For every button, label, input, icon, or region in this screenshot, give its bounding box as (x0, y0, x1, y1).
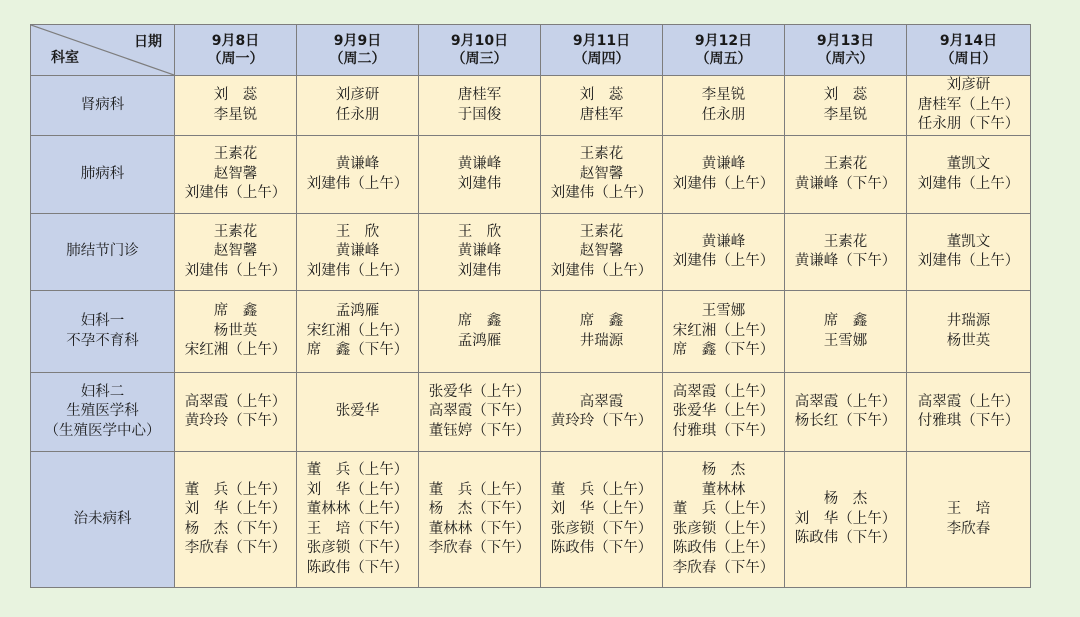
doctor-name: 黄谦峰 (335, 243, 380, 260)
doctor-name: 李欣春（下午） (428, 540, 531, 556)
schedule-cell (419, 291, 541, 373)
table-row (31, 291, 1031, 373)
doctor-name: 陈政伟（上午） (672, 540, 775, 556)
doctor-name: 井瑞源 (579, 332, 624, 349)
doctor-name: 席 鑫 (823, 313, 868, 329)
doctor-name: 杨世英 (213, 322, 258, 339)
doctor-name: 刘 蕊 (579, 87, 624, 103)
doctor-name: 董 兵（上午） (672, 501, 775, 517)
day-weekday: （周一） (207, 51, 264, 67)
schedule-cell (419, 452, 541, 588)
day-weekday: （周三） (451, 51, 508, 67)
doctor-name: 刘建伟（上午） (550, 185, 653, 202)
corner-dept-label: 科室 (51, 49, 79, 66)
doctor-name: 高翠霞（上午） (794, 393, 897, 410)
doctor-name: 刘建伟（上午） (550, 262, 653, 279)
doctor-name: 高翠霞（上午） (917, 393, 1020, 410)
doctor-name: 黄谦峰 (701, 233, 746, 250)
dept-cell (31, 452, 175, 588)
dept-cell (31, 373, 175, 452)
table-row (31, 214, 1031, 291)
day-weekday: （周二） (329, 51, 386, 67)
doctor-name: 李欣春（下午） (184, 540, 287, 556)
doctor-name: 刘建伟（上午） (306, 175, 409, 192)
doctor-name: 陈政伟（下午） (550, 540, 653, 556)
table-header (31, 25, 1031, 76)
schedule-cell (419, 76, 541, 136)
day-date: 9月9日 (333, 33, 382, 49)
doctor-name: 董林林 (701, 481, 746, 498)
dept-cell (31, 291, 175, 373)
doctor-name: 王雪娜 (701, 303, 746, 320)
day-header (907, 25, 1031, 76)
doctor-name: 席 鑫（下午） (306, 342, 409, 359)
dept-name: 妇科一 (80, 313, 125, 329)
day-date: 9月8日 (211, 33, 260, 49)
doctor-name: 王 欣 (335, 223, 380, 240)
day-date: 9月13日 (816, 33, 875, 49)
schedule-cell (175, 136, 297, 214)
doctor-name: 董 兵（上午） (306, 462, 409, 478)
doctor-name: 刘 华（上午） (306, 481, 409, 498)
doctor-name: 董林林（下午） (428, 520, 531, 537)
dept-name: 治未病科 (73, 510, 132, 527)
doctor-name: 黄玲玲（下午） (184, 413, 287, 429)
schedule-cell (297, 291, 419, 373)
schedule-cell (175, 373, 297, 452)
doctor-name: 张彦锁（上午） (672, 520, 775, 537)
doctor-name: 刘建伟 (457, 262, 502, 279)
doctor-name: 宋红湘（上午） (184, 342, 287, 359)
day-date: 9月14日 (939, 33, 998, 49)
doctor-name: 刘建伟（上午） (672, 253, 775, 269)
doctor-name: 王 欣 (457, 223, 502, 240)
day-header (663, 25, 785, 76)
doctor-name: 张爱华 (335, 403, 380, 420)
doctor-name: 刘 蕊 (823, 87, 868, 103)
doctor-name: 张爱华（上午） (672, 403, 775, 420)
schedule-cell (663, 373, 785, 452)
schedule-cell (907, 76, 1031, 136)
table-row (31, 373, 1031, 452)
schedule-cell (297, 214, 419, 291)
corner-date-label: 日期 (134, 34, 162, 50)
doctor-name: 黄谦峰（下午） (794, 175, 897, 192)
doctor-name: 王素花 (823, 156, 868, 172)
day-weekday: （周六） (817, 51, 874, 67)
schedule-cell (907, 214, 1031, 291)
doctor-name: 席 鑫（下午） (672, 342, 775, 359)
doctor-name: 刘建伟（上午） (306, 262, 409, 279)
schedule-cell (297, 76, 419, 136)
dept-cell (31, 214, 175, 291)
doctor-name: 赵智馨 (213, 243, 258, 260)
doctor-name: 赵智馨 (213, 165, 258, 182)
doctor-name: 王素花 (579, 146, 624, 163)
schedule-cell (419, 136, 541, 214)
doctor-name: 董凯文 (946, 233, 991, 250)
day-header (175, 25, 297, 76)
day-weekday: （周日） (940, 51, 997, 67)
doctor-name: 刘建伟（上午） (672, 175, 775, 192)
doctor-name: 刘 华（上午） (550, 501, 653, 517)
corner-cell (31, 25, 175, 76)
schedule-cell (907, 291, 1031, 373)
doctor-name: 董钰婷（下午） (428, 422, 531, 439)
schedule-cell (175, 214, 297, 291)
doctor-name: 井瑞源 (946, 313, 991, 329)
doctor-name: 刘建伟（上午） (917, 253, 1020, 269)
doctor-name: 李欣春 (946, 520, 991, 537)
schedule-cell (663, 214, 785, 291)
schedule-cell (785, 76, 907, 136)
doctor-name: 刘彦研 (946, 77, 991, 94)
doctor-name: 杨 杰 (701, 462, 746, 478)
day-header (541, 25, 663, 76)
doctor-name: 黄谦峰 (457, 156, 502, 172)
schedule-cell (541, 373, 663, 452)
table-row (31, 76, 1031, 136)
schedule-cell (297, 452, 419, 588)
day-header (419, 25, 541, 76)
schedule-cell (419, 373, 541, 452)
schedule-cell (541, 291, 663, 373)
doctor-name: 刘 华（上午） (794, 510, 897, 527)
doctor-name: 李星锐 (213, 106, 258, 123)
doctor-name: 席 鑫 (579, 313, 624, 329)
schedule-cell (175, 452, 297, 588)
doctor-name: 高翠霞（上午） (672, 383, 775, 400)
doctor-name: 刘建伟（上午） (917, 175, 1020, 192)
doctor-name: 董林林（上午） (306, 501, 409, 517)
day-header (785, 25, 907, 76)
doctor-name: 陈政伟（下午） (794, 530, 897, 547)
doctor-name: 王 培（下午） (306, 520, 409, 537)
schedule-cell (663, 136, 785, 214)
schedule-cell (541, 214, 663, 291)
schedule-cell (541, 76, 663, 136)
schedule-cell (785, 214, 907, 291)
schedule-cell (297, 373, 419, 452)
doctor-name: 宋红湘（上午） (306, 322, 409, 339)
doctor-name: 李星锐 (701, 87, 746, 103)
doctor-name: 王 培 (946, 501, 991, 517)
doctor-name: 陈政伟（下午） (306, 559, 409, 576)
dept-name: 肾病科 (80, 96, 125, 113)
doctor-name: 任永朋 (335, 106, 380, 123)
doctor-name: 唐桂军 (457, 87, 502, 103)
dept-name: 妇科二 (80, 383, 125, 400)
doctor-name: 刘建伟（上午） (184, 185, 287, 202)
dept-name: 生殖医学科 (66, 403, 139, 420)
schedule-table (30, 24, 1031, 588)
doctor-name: 刘建伟 (457, 175, 502, 192)
doctor-name: 席 鑫 (457, 313, 502, 329)
doctor-name: 于国俊 (457, 106, 502, 123)
doctor-name: 张爱华（上午） (428, 383, 531, 400)
doctor-name: 黄谦峰 (701, 156, 746, 172)
doctor-name: 董凯文 (946, 156, 991, 172)
doctor-name: 杨 杰（下午） (428, 501, 531, 517)
table-body (31, 76, 1031, 588)
doctor-name: 高翠霞（下午） (428, 403, 531, 420)
doctor-name: 杨 杰（下午） (184, 520, 287, 537)
dept-name: 不孕不育科 (66, 332, 139, 349)
doctor-name: 黄谦峰 (335, 156, 380, 172)
doctor-name: 刘建伟（上午） (184, 262, 287, 279)
day-date: 9月11日 (572, 33, 631, 49)
doctor-name: 张彦锁（下午） (306, 540, 409, 556)
doctor-name: 李欣春（下午） (672, 559, 775, 576)
doctor-name: 董 兵（上午） (428, 481, 531, 498)
header-row (31, 25, 1031, 76)
doctor-name: 王素花 (579, 223, 624, 240)
schedule-cell (785, 373, 907, 452)
day-date: 9月12日 (694, 33, 753, 49)
doctor-name: 孟鸿雁 (457, 332, 502, 349)
table-row (31, 452, 1031, 588)
schedule-cell (785, 452, 907, 588)
doctor-name: 刘彦研 (335, 87, 380, 103)
doctor-name: 杨长红（下午） (794, 413, 897, 429)
doctor-name: 刘 华（上午） (184, 501, 287, 517)
doctor-name: 任永朋 (701, 106, 746, 123)
doctor-name: 孟鸿雁 (335, 303, 380, 320)
schedule-cell (907, 452, 1031, 588)
doctor-name: 唐桂军（上午） (917, 96, 1020, 113)
doctor-name: 赵智馨 (579, 165, 624, 182)
dept-name: （生殖医学中心） (44, 422, 161, 439)
doctor-name: 任永朋（下午） (917, 116, 1020, 133)
doctor-name: 董 兵（上午） (184, 481, 287, 498)
dept-cell (31, 76, 175, 136)
doctor-name: 付雅琪（下午） (917, 413, 1020, 429)
schedule-cell (541, 136, 663, 214)
doctor-name: 张彦锁（下午） (550, 520, 653, 537)
doctor-name: 王素花 (823, 233, 868, 250)
doctor-name: 宋红湘（上午） (672, 322, 775, 339)
schedule-cell (297, 136, 419, 214)
schedule-cell (663, 76, 785, 136)
doctor-name: 付雅琪（下午） (672, 422, 775, 439)
day-header (297, 25, 419, 76)
doctor-name: 刘 蕊 (213, 87, 258, 103)
schedule-cell (419, 214, 541, 291)
schedule-cell (175, 291, 297, 373)
dept-cell (31, 136, 175, 214)
doctor-name: 席 鑫 (213, 303, 258, 320)
doctor-name: 高翠霞（上午） (184, 393, 287, 410)
schedule-cell (663, 291, 785, 373)
doctor-name: 王雪娜 (823, 332, 868, 349)
doctor-name: 董 兵（上午） (550, 481, 653, 498)
schedule-cell (907, 136, 1031, 214)
doctor-name: 王素花 (213, 223, 258, 240)
schedule-cell (907, 373, 1031, 452)
doctor-name: 王素花 (213, 146, 258, 163)
doctor-name: 杨 杰 (823, 491, 868, 508)
schedule-cell (785, 291, 907, 373)
schedule-cell (541, 452, 663, 588)
schedule-cell (663, 452, 785, 588)
doctor-name: 高翠霞 (579, 393, 624, 410)
doctor-name: 黄谦峰（下午） (794, 253, 897, 269)
table-row (31, 136, 1031, 214)
doctor-name: 黄谦峰 (457, 243, 502, 260)
schedule-cell (175, 76, 297, 136)
dept-name: 肺病科 (80, 165, 125, 182)
day-date: 9月10日 (450, 33, 509, 49)
schedule-cell (785, 136, 907, 214)
doctor-name: 赵智馨 (579, 243, 624, 260)
doctor-name: 杨世英 (946, 332, 991, 349)
dept-name: 肺结节门诊 (66, 243, 139, 260)
day-weekday: （周五） (695, 51, 752, 67)
doctor-name: 唐桂军 (579, 106, 624, 123)
doctor-name: 黄玲玲（下午） (550, 413, 653, 429)
doctor-name: 李星锐 (823, 106, 868, 123)
day-weekday: （周四） (573, 51, 630, 67)
